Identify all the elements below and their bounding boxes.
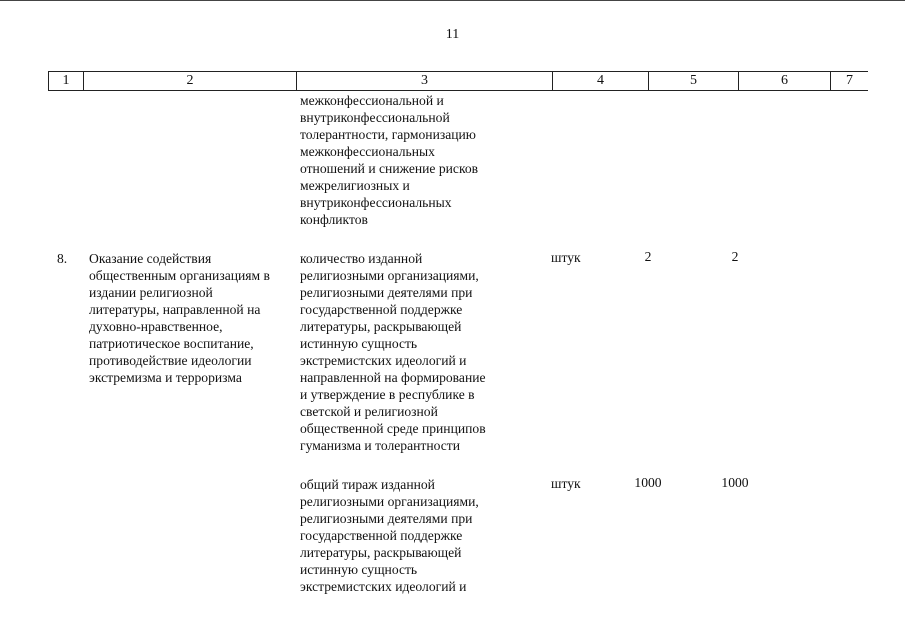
continuation-indicator-text: межконфессиональной и внутриконфессиональной толерантности, гармонизацию межконфессиональных отношений и снижение рисков межрелигиозных и внутриконфессиональных конфликтов (300, 93, 479, 227)
unit-cell: штук (551, 476, 581, 491)
column-header-6: 6 (738, 72, 830, 90)
scan-top-edge (0, 0, 905, 1)
table-header-row (48, 71, 868, 91)
indicator-text: количество изданной религиозными организациями, религиозными деятелями при государственной поддержке литературы, раскрывающей истинную сущность экстремистских идеологий и направленной на формирование и утверждение в республике в светской и религиозной общественной среде принципов гуманизма и толерантности (300, 251, 486, 453)
value-col5: 1000 (634, 475, 662, 490)
column-header-5: 5 (648, 72, 738, 90)
unit-cell: штук (551, 250, 581, 265)
column-header-1: 1 (48, 72, 83, 90)
column-header-7: 7 (830, 72, 868, 90)
value-col5: 2 (644, 249, 652, 264)
row-number: 8. (57, 251, 68, 266)
value-col6: 2 (731, 249, 739, 264)
value-col6: 1000 (721, 475, 749, 490)
page-number: 11 (445, 27, 460, 42)
column-header-3: 3 (296, 72, 552, 90)
column-header-4: 4 (552, 72, 648, 90)
column-header-2: 2 (83, 72, 296, 90)
activity-description: Оказание содействия общественным организациям в издании религиозной литературы, направленной на духовно-нравственное, патриотическое воспитание, противодействие идеологии экстремизма и терроризма (89, 251, 270, 385)
indicator-text: общий тираж изданной религиозными организациями, религиозными деятелями при государственной поддержке литературы, раскрывающей истинную сущность экстремистских идеологий и (300, 477, 479, 594)
